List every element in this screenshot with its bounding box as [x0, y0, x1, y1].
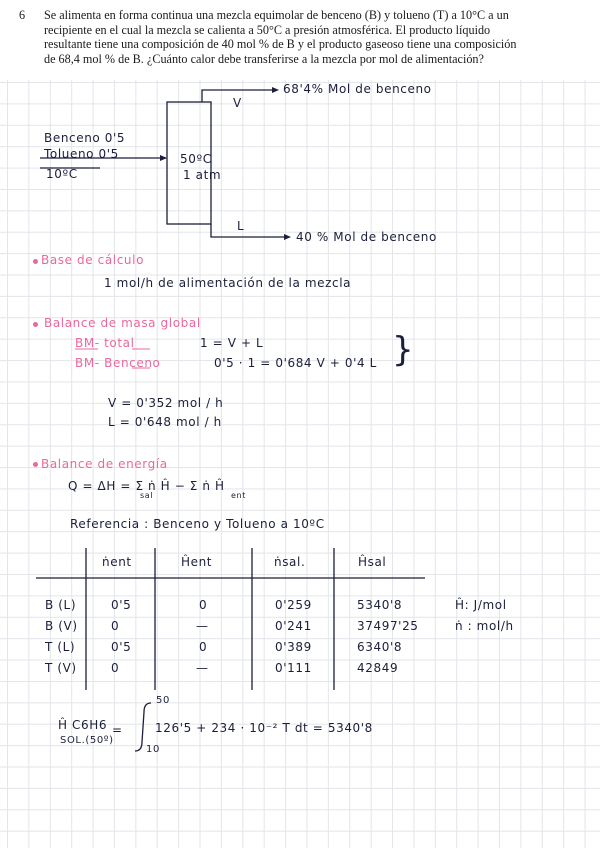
v-result: V = 0'352 mol / h — [108, 396, 224, 410]
basis-text: 1 mol/h de alimentación de la mezcla — [104, 276, 352, 290]
table-header: ṅent — [102, 555, 132, 569]
feed-toluene: Tolueno 0'5 — [44, 147, 119, 161]
table-cell: 42849 — [357, 661, 399, 675]
table-cell: 5340'8 — [357, 598, 403, 612]
table-cell: 0'111 — [275, 661, 312, 675]
feed-arrow — [160, 155, 167, 161]
liquid-arrow — [284, 234, 291, 240]
vapor-label: V — [233, 96, 242, 110]
table-row-label: T (V) — [45, 661, 77, 675]
bm-benzene-label: BM- Benceno — [75, 356, 161, 370]
equals-sign: = — [112, 723, 123, 737]
table-cell: 37497'25 — [357, 619, 419, 633]
liquid-composition: 40 % Mol de benceno — [296, 230, 437, 244]
table-cell: 0 — [111, 661, 120, 675]
reference-line: Referencia : Benceno y Tolueno a 10ºC — [70, 517, 325, 531]
bullet — [33, 259, 38, 264]
sum-out-subscript: sal — [140, 491, 154, 500]
table-cell: 0 — [199, 640, 208, 654]
vessel-pressure: 1 atm — [183, 168, 222, 182]
liquid-line — [211, 224, 284, 237]
table-cell: — — [196, 619, 209, 633]
table-cell: — — [196, 661, 209, 675]
integral-upper-limit: 50 — [156, 695, 170, 706]
feed-benzene: Benceno 0'5 — [44, 131, 126, 145]
table-cell: 0 — [111, 619, 120, 633]
integral-lhs-condition: SOL.(50º) — [60, 735, 114, 746]
integral-lhs: Ĥ C6H6 — [58, 718, 108, 732]
energy-equation: Q = ΔH = Σ ṅ Ĥ − Σ ṅ Ĥ — [68, 479, 225, 493]
table-cell: 6340'8 — [357, 640, 403, 654]
bullet — [33, 462, 38, 467]
integral-lower-limit: 10 — [146, 744, 160, 755]
problem-line: resultante tiene una composición de 40 mol % de B y el producto gaseoso tiene una composición — [44, 37, 517, 51]
energy-balance-heading: Balance de energía — [41, 457, 168, 471]
table-header: ṅsal. — [274, 555, 306, 569]
problem-line: de 68,4 mol % de B. ¿Cuánto calor debe transferirse a la mezcla por mol de alimentación? — [44, 51, 484, 66]
vapor-arrow — [272, 87, 279, 93]
l-result: L = 0'648 mol / h — [108, 415, 222, 429]
table-cell: 0'5 — [111, 640, 132, 654]
feed-temperature: 10ºC — [46, 167, 78, 181]
table-cell: 0 — [199, 598, 208, 612]
bm-benzene-equation: 0'5 · 1 = 0'684 V + 0'4 L — [214, 356, 377, 370]
integral-expression: 126'5 + 234 · 10⁻² T dt = 5340'8 — [155, 721, 373, 735]
vapor-composition: 68'4% Mol de benceno — [283, 82, 432, 96]
table-header: Ĥsal — [358, 555, 387, 569]
table-cell: 0'5 — [111, 598, 132, 612]
table-row-label: B (L) — [45, 598, 77, 612]
table-cell: 0'241 — [275, 619, 312, 633]
basis-heading: Base de cálculo — [41, 253, 145, 267]
problem-number: 6 — [19, 8, 26, 22]
mass-balance-heading: Balance de masa global — [44, 316, 201, 330]
problem-line: recipiente en el cual la mezcla se calienta a 50°C a presión atmosférica. El producto líquido — [44, 22, 491, 37]
bm-total-equation: 1 = V + L — [200, 336, 264, 350]
sum-in-subscript: ent — [231, 491, 246, 500]
vessel-temperature: 50ºC — [180, 152, 212, 166]
table-cell: 0'389 — [275, 640, 312, 654]
problem-line: Se alimenta en forma continua una mezcla equimolar de benceno (B) y tolueno (T) a 10°C a un — [44, 8, 509, 22]
table-cell: 0'259 — [275, 598, 312, 612]
units-flow: ṅ : mol/h — [455, 619, 514, 633]
table-row-label: T (L) — [45, 640, 76, 654]
table-row-label: B (V) — [45, 619, 78, 633]
bm-total-label: BM- total — [75, 336, 135, 350]
units-enthalpy: Ĥ: J/mol — [455, 598, 507, 612]
bullet — [33, 322, 38, 327]
liquid-label: L — [237, 219, 245, 233]
table-header: Ĥent — [181, 555, 213, 569]
system-brace: } — [392, 330, 414, 370]
